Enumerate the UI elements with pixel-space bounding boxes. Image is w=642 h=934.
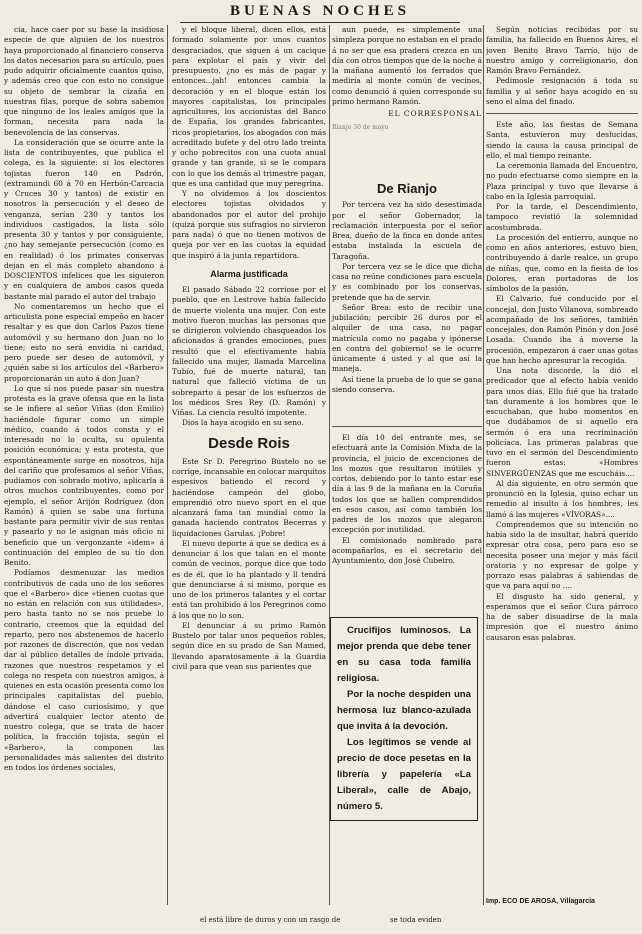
column-3-rianjo [332,178,482,395]
ad-paragraph: Crucifijos luminosos. La mejor prenda que debe tener en su casa toda familia religiosa. [337,625,471,684]
paragraph: Comprendemos que su intención no había sido la de insultar, habrá querido expresar otra cosa, pero para eso se necesita poseer una mejor y más fácil oratoria y no expresar de golpe y porrazo esas palabras á sabiendas de que va para aquí no .... [486,519,638,591]
paragraph: Podíamos desmenuzar las medios contributivos de cada uno de los señores que el «Barbero» dice «tienen cuotas que no están en relación con sus utilidades», pero hasta tanto no se nos pruebe lo contrario, creemos que la equidad del reparto, pero nos abstenemos de hacerlo por razones de discreción, que nos vedan dar al público detalles de índole privada, razones que nuestros respetamos y el colega no respeta con nuestros amigos, á quienes en esta ocasión presenta como los principales capitalistas del pueblo, dándose el caso curiosísimo, y que advertirá cualquier lector atento de nuestro colega, que se trata de hacer política, la fracción tojista, según el «Barbero», la componen las personalidades más salientes del distrito en todos los órdenes sociales, [4,568,164,772]
paragraph: El nuevo deporte á que se dedica es á denunciar á los que talan en el monte común de vecinos, porque dice que todo es de él, que lo ha plantado y ll tendrá que denunciarse á sí mismo, porque es uno de los primeros talantes y el cortar está tan prohibido á los Peregrinos como á los que no lo son. [172,538,326,620]
printer-imprint: Imp. ECO DE AROSA, Villagarcía [486,898,595,905]
ad-paragraph: Por la noche despiden una hermosa luz blanco-azulada que invita á la devoción. [337,689,471,732]
column-rule [167,25,168,905]
paragraph: y el bloque liberal, dicen ellos, está formado solamente por unos cuantos desgraciados, que siguen á un cacique para explotar el país y vivir del presupuesto, ¿no es más de pagar y entonces...jah! entonces cambia la decoración y en el bloque están los mayores capitalistas, los principales agricultores, los accionistas del Banco de España, los grandes fabricantes, ricos propietarios, los abogados con más acreditado bufete y del otro lado treinta y ocho pobrecitos con una cuota anual grande y tan grande, si se le compara con lo que los demás al trimestre pagan, que es una cantidad que muy peregrina. [172,25,326,188]
paragraph: El denunciar á su primo Ramón Bustelo por talar unos pequeños robles, según dice en su prado de San Mamed, llevando aparatosamente á la Guardia civil para que vean sus parientes que [172,620,326,671]
paragraph: cia, hace caer por su base la insidiosa especie de que alguien de los nuestros haya proporcionado al financiero conserva los datos necesarios para su artículo, pues pudo adquirir oficialmente cuantos quiso, y además creo que con esto no consigue su objeto de sembrar la cizaña en nuestras filas, porque de sobra sabemos que ninguno de los leales amigos que la forman, necesita para nada la benevolencia de las conservas. [4,25,164,137]
paragraph: El día 10 del entrante mes, se efectuará ante la Comisión Mixta de la provincia, el juicio de excenciones de los mozos que resultaron inútiles y cortos, debiendo por lo tanto estar ese día á las 9 de la mañana en la Coruña todos los que se hallen comprendidos en esos casos, así como también los padres de los mozos que alegaron excepción por inutilidad. [332,433,482,535]
column-3-lower [332,420,482,566]
paragraph: Y no olvidemos á los doscientos electores tojistas olvidados y abandonados por el autor del prohijo (quizá porque sus sufragios no sirvieron para nada) ó que no tienen motivos de queja por ver en las cuotas la equidad que inspiró á la junta repartidora. [172,189,326,260]
paragraph: El Calvario, fué conducido por el concejal, don Justo Vilanova, sombreado acompañado de los señores, también concejales, don Ramón Pinón y don José Losada. Cuando iba á moverse la procesión, empezaron á caer unas gotas que han hecho apresurar la recogida. [486,294,638,365]
paragraph: Por la tarde, el Descendimiento, tampoco revistió la solemnidad acostumbrada. [486,202,638,232]
column-3-top [332,25,482,138]
column-1 [4,25,164,920]
paragraph: El comisionado nombrado para acompañarlos, es el secretario del Ayuntamiento, don José Cubeiro. [332,535,482,565]
column-rule [483,25,484,905]
column-4 [486,25,638,893]
masthead: BUENAS NOCHES [180,3,460,23]
paragraph: Por tercera vez se le dice que dicha casa no reúne condiciones para escuela y es combinado por los conservas, pretende que ha de servir. [332,261,482,302]
paragraph: Según noticias recibidas por su familia, ha fallecido en Buenos Aires, el joven Benito Bravo Tarrío, hijo de nuestro amigo y correligionario, don Ramón Bravo Fernández. [486,25,638,75]
headline-alarma: Alarma justificada [210,268,288,279]
paragraph: No comentaremos un hecho que el articulista pone especial empeño en hacer resaltar y es que don Carlos Pazos tiene automóvil y su hermano don Juan no lo tiene; esto no será envidia ni caridad, pero puede ser deseo de automóvil, y ¿quién sabe si los artículos del «Barbero» proporcionarán un auto á don Juan? [4,301,164,383]
dateline: Rianjo 30 de mayo [332,124,389,132]
ad-paragraph: Los legítimos se vende al precio de doce pesetas en la librería y papelería «La Liberal», calle de Abajo, número 5. [337,737,471,812]
headline-de-rianjo: De Rianjo [377,181,437,196]
correspondent-signature: EL CORRESPONSAL [388,109,482,118]
paragraph: Dios la haya acogido en su seno. [182,418,304,428]
paragraph: La ceremonia llamada del Encuentro, no pudo efectuarse como siempre en la Plaza principal y tuvo que llevarse á cabo en la Iglesia parroquial. [486,161,638,201]
headline-desde-rois: Desde Rois [208,434,290,452]
paragraph: Este año, las fiestas de Semana Santa, estuvieron muy deslucidas, siendo la causa la causa principal de ello, el mal tiempo reinante. [486,120,638,160]
paragraph: Al día siguiente, en otro sermón que pronunció en la Iglesia, quiso echar un remedio al insulto á los hombres, les llamó á las mujeres «VÍVORAS».... [486,478,638,519]
advertisement-box [330,617,478,821]
paragraph: La consideración que se ocurre ante la lista de contribuyentes, que publica el colega, es la siguiente: si los electores tojistas fueron 140 en Padrón, (extramundi 60 á 70 en Herbón-Carcacia y Cruces 30 y tantos) de existir en nosotros la persecución y el deseo de venganza, serían 230 y tantos los individuos castigados, la lista sólo presenta 30 y tantos y por consiguiente, ¿no hay semejante persecución (como es en realidad) ó los primates conservas dejan en el más completo abandono á DOSCIENTOS infelices que les siguieron y en cualquiera de ambos casos queda bastante mal parado el autor del trabajo [4,137,164,301]
paragraph: Por tercera vez ha sido desestimada por el señor Gobernador, la reclamación interpuesta por el señor Brea, dueño de la finca en donde antes estaba instalada la escuela de Taragoña. [332,200,482,261]
paragraph: La procesión del entierro, aunque no como en años anteriores, estuvo bien, contribuyendo á darle realce, un grupo de niñas, que, como en la fiesta de los Dolores, eran portadoras de los símbolos de la pasión. [486,232,638,293]
paragraph: Así tiene la prueba de lo que se gana siendo conserva. [332,374,482,394]
footer-fragment: se toda eviden [390,916,442,924]
paragraph: El disgusto ha sido general, y esperamos que el señor Cura párroco ha de saber disuadirse de la mala impresión que el nuestro ánimo causaron esas palabras. [486,591,638,642]
paragraph: Lo que sí nos puede pasar sin nuestra protesta es la grave ofensa que en la lista se le infiere al señor Viñas (don Emilio) haciéndole figurar como un simple médico, cuando á todos consta y el interesado no lo oculta, su opulenta posición económica; y esta protesta, que espontáneamente surge en nosotros, hija del cariño que profesamos al señor Viñas, pudiamos con sobrado motivo, aplicarla á otros muchos contribuyentes, como por ejemplo, el señor Arijón Rodríguez (don Ramón) á quien se sabe una fortuna bastante para permitir vivir de sus rentas y pasearlo y no le asignan más oficio ni beneficio que un vergonzante «idem» á continuación del empleo de su tío don Benito. [4,383,164,567]
paragraph: aun puede, es simplemente una simpleza porque no estaban en el prado á no ser que esa pradera crezca en un día con otros tiempos que de la noche á la mañana aumentó los ferrados que mediría al monte común de vecinos, como denunció á quien corresponde su primo hermano Ramón. [332,25,482,106]
divider [332,426,482,427]
footer-fragment: el está libre de duros y con un rasgo de [200,916,341,924]
paragraph: El pasado Sábado 22 corriose por el pueblo, que en Lestrove había fallecido de muerte violenta una mujer. Con este motivo fueron muchas las personas que se dirigieron volviendo chasqueados los aficionados á grandes emociones, pues resultó que el efectivamente había fallecido una mujer, llamada Marcelina Tubío, fué de muerte natural, tan natural que falleció víctima de un sobreparto á pesar de los esfuerzos de los médicos Sres Rey (D. Ramón) y Viñas. La ciencia resultó impotente. [172,285,326,417]
column-2 [172,25,326,920]
paragraph: Una nota discorde, la dió el predicador que al efecto había venido para unos días. Ello fué que ha tratado tan duramente á los hombres que le escuchaban, que hubo momentos en que dudábamos de si aquello era sermón ó era una recriminación policíaca. Las primeras palabras que tuvo en el sermón del Descendimiento fueron estas: «Hombres SINVERGÜENZAS que me escucháis.... [486,366,638,478]
paragraph: Pedimosle resignación á toda su familia y al señor haya acogido en su seno el alma del finado. [486,76,638,106]
paragraph: Este Sr D. Peregrino Bustelo no se corrige, incansable en colocar marquitos espesivos batiendo el record y haciéndose campeón del globo, emprendió otro nuevo sport en el que alcanzará fama tan mundial como la ganada haciendo contratos Becerras y liquidaciones Garulas. ¡Pobre! [172,456,326,538]
paragraph: Señor Brea: esto de recibir una jubilación; percibir 26 duros por el alquiler de una casa, no pagar matrícula como no pagaba y ipónerse en contra del gobierno! se le ocurre únicamente á usted y al que así la maneja. [332,302,482,374]
divider [486,113,638,114]
